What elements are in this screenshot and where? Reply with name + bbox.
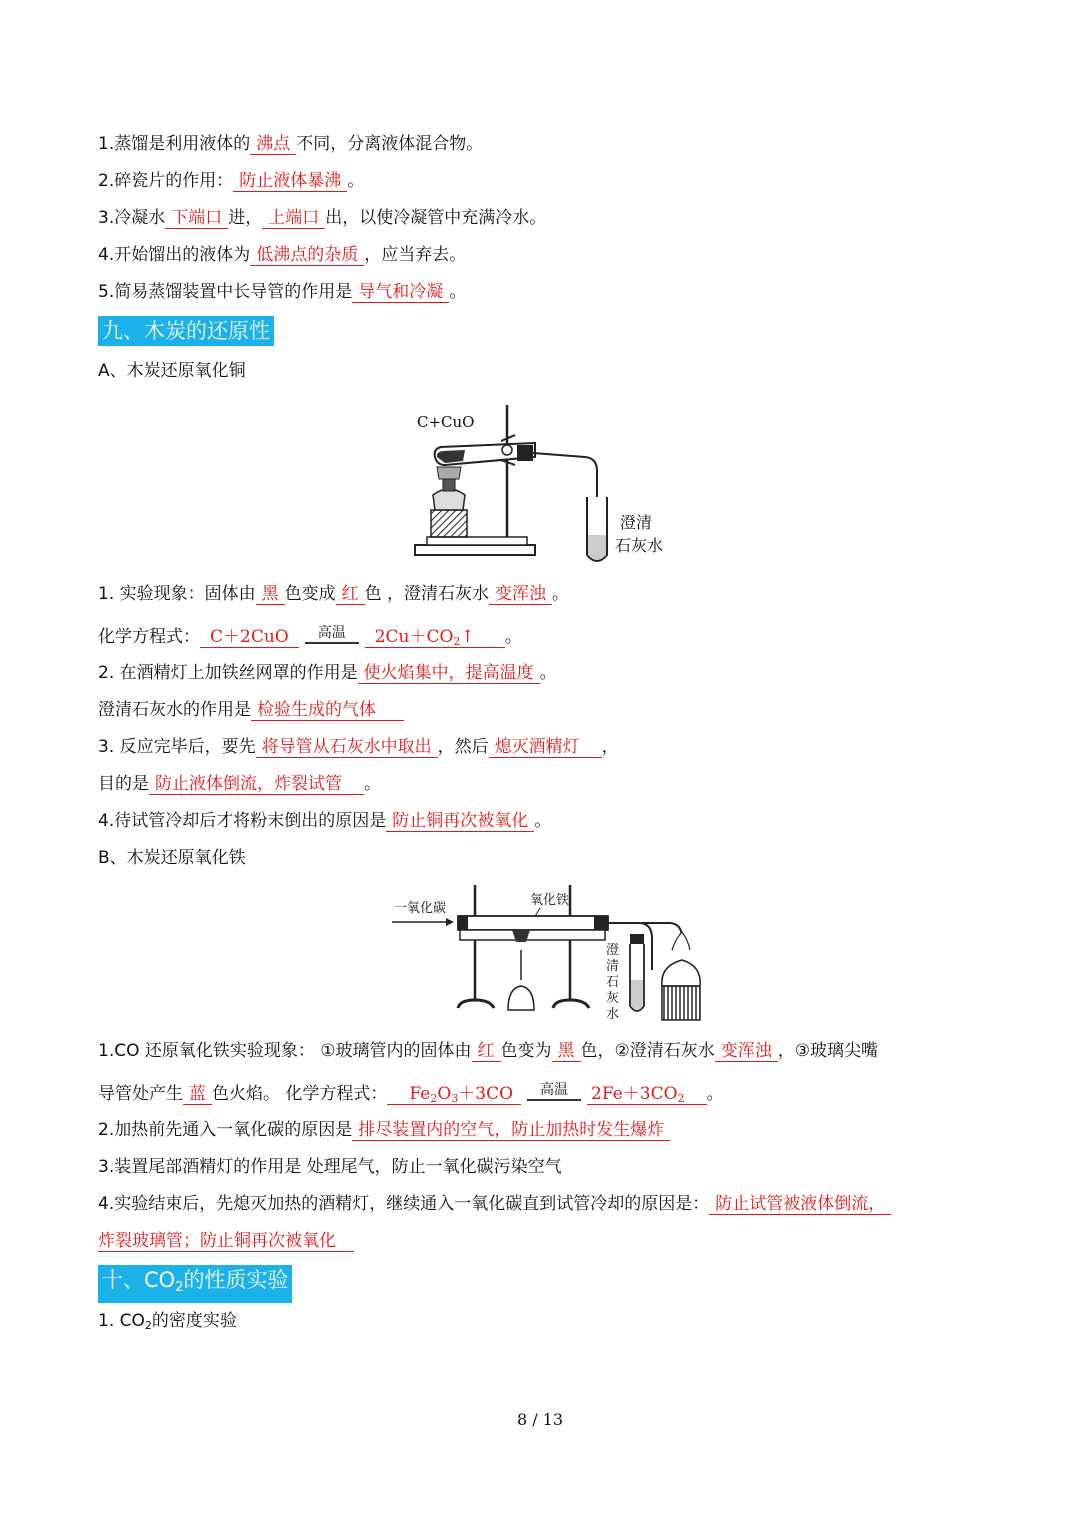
question-text: 色，②澄清石灰水 <box>580 1041 715 1061</box>
a-answer-2 <box>98 662 557 684</box>
section-heading-9 <box>98 316 274 348</box>
question-text: 3.冷凝水 <box>98 208 166 228</box>
question-3 <box>98 207 546 229</box>
equation-1 <box>98 626 522 653</box>
answer: 导气和冷凝 <box>352 282 449 303</box>
question-text: 2.碎瓷片的作用： <box>98 171 234 191</box>
b-answer-4 <box>98 1193 891 1215</box>
b-answer-3: 3.装置尾部酒精灯的作用是 处理尾气，防止一氧化碳污染空气 <box>98 1157 562 1177</box>
a-answer-1 <box>98 583 569 605</box>
figure-label-co: 一氧化碳 <box>394 901 447 916</box>
question-text: 3. 反应完毕后，要先 <box>98 737 256 757</box>
tail-lamp <box>662 960 700 986</box>
question-text: 。 <box>364 774 381 794</box>
tube-stopper <box>630 934 644 944</box>
answer: 使火焰集中，提高温度 <box>358 663 540 684</box>
question-text: 澄清石灰水的作用是 <box>98 700 251 720</box>
question-text: 目的是 <box>98 774 149 794</box>
question-text: 1.CO 还原氧化铁实验现象： ①玻璃管内的固体由 <box>98 1041 472 1061</box>
b-answer-2 <box>98 1119 670 1141</box>
equation-left <box>200 627 299 648</box>
question-text: 出，以使冷凝管中充满冷水。 <box>325 208 547 228</box>
question-text: 。 <box>534 811 552 831</box>
clamp <box>502 445 512 455</box>
limewater <box>631 980 643 1010</box>
answer: 低沸点的杂质 <box>250 245 364 266</box>
figure-label-reagent: C+CuO <box>417 413 475 431</box>
section-title: 九、木炭的还原性 <box>98 316 274 346</box>
question-text: 5.简易蒸馏装置中长导管的作用是 <box>98 282 353 302</box>
subscript: 2 <box>430 1092 438 1105</box>
answer: 防止试管被液体倒流， <box>709 1194 891 1215</box>
answer: 排尽装置内的空气，防止加热时发生爆炸 <box>352 1120 670 1141</box>
question-text: 2.加热前先通入一氧化碳的原因是 <box>98 1120 353 1140</box>
figure-co-iron-oxide <box>390 880 720 1025</box>
question-4 <box>98 244 466 266</box>
stand-base-right <box>553 1000 589 1008</box>
section-title <box>98 1265 292 1303</box>
question-text: ，然后 <box>437 737 489 757</box>
subscript: 3 <box>451 1092 459 1105</box>
equation-right <box>587 1084 707 1105</box>
question-text: 。 <box>504 627 522 647</box>
question-text: 4.实验结束后，先熄灭加热的酒精灯，继续通入一氧化碳直到试管冷却的原因是： <box>98 1194 710 1214</box>
a-answer-2b <box>98 699 404 721</box>
label-char: 澄 <box>606 943 620 958</box>
answer: 防止液体暴沸 <box>233 171 347 192</box>
reaction-condition: 高温 <box>540 1082 569 1098</box>
subscript: 2 <box>453 635 461 648</box>
equation-reactant: Fe <box>409 1084 431 1104</box>
b-answer-4b <box>98 1230 354 1252</box>
question-text: 化学方程式： <box>98 627 200 647</box>
answer: 黑 <box>552 1041 581 1062</box>
answer: 炸裂玻璃管；防止铜再次被氧化 <box>98 1231 354 1252</box>
stand-base <box>415 545 535 555</box>
figure-label-water <box>606 943 619 1022</box>
answer: 变浑浊 <box>489 584 552 605</box>
question-text: 2. 在酒精灯上加铁丝网罩的作用是 <box>98 663 358 683</box>
question-text: ，③玻璃尖嘴 <box>777 1041 879 1061</box>
question-1 <box>98 133 483 155</box>
tube-support <box>460 930 605 940</box>
figure-label-water-2: 石灰水 <box>615 536 664 555</box>
arrow-bar <box>527 1099 581 1101</box>
figure-carbon-copper-oxide <box>405 405 680 570</box>
section-heading-10 <box>98 1265 292 1303</box>
equation-products: 2Cu＋CO <box>374 627 454 647</box>
question-text: 色变为 <box>500 1041 552 1061</box>
glass-tube <box>458 916 608 930</box>
question-text: 色 ，澄清石灰水 <box>364 584 490 604</box>
alcohol-lamp <box>433 489 465 510</box>
question-text: 4.开始馏出的液体为 <box>98 245 251 265</box>
page-number: 8 / 13 <box>516 1410 564 1429</box>
section-title-text: 十、CO <box>102 1268 176 1292</box>
a-answer-4 <box>98 810 551 832</box>
lamp-block <box>662 986 700 1020</box>
wood-block <box>431 510 467 537</box>
question-text: ， <box>601 737 619 757</box>
question-text: 4.待试管冷却后才将粉末倒出的原因是 <box>98 811 387 831</box>
answer: 下端口 <box>165 208 228 229</box>
part-a-title: A、木炭还原氧化铜 <box>98 361 246 381</box>
question-text: 色变成 <box>284 584 336 604</box>
reaction-arrow <box>303 625 361 653</box>
question-text: 1. 实验现象：固体由 <box>98 584 256 604</box>
stopper-left <box>458 916 468 930</box>
limewater <box>588 535 606 560</box>
question-text: ，应当弃去。 <box>364 245 467 265</box>
question-2 <box>98 170 364 192</box>
arrowhead <box>446 918 454 926</box>
answer: 熄灭酒精灯 <box>489 737 602 758</box>
question-text: 。 <box>539 663 557 683</box>
question-text: 进， <box>228 208 263 228</box>
question-text: 色火焰。 化学方程式： <box>212 1084 388 1104</box>
wire-gauze <box>437 467 461 479</box>
question-text: 。 <box>347 171 365 191</box>
answer: 变浑浊 <box>715 1041 778 1062</box>
subscript: 2 <box>677 1092 685 1105</box>
answer: 上端口 <box>262 208 325 229</box>
equation-reactant: ＋3CO <box>458 1084 514 1104</box>
label-char: 清 <box>606 959 620 974</box>
figure-label-fe: 氧化铁 <box>530 893 570 908</box>
answer: 将导管从石灰水中取出 <box>256 737 438 758</box>
question-text: 。 <box>552 584 570 604</box>
question-text: 导管处产生 <box>98 1084 183 1104</box>
burner <box>508 986 534 1010</box>
answer: 防止铜再次被氧化 <box>386 811 534 832</box>
equation-left <box>387 1084 521 1105</box>
a-answer-3b <box>98 773 381 795</box>
reaction-condition: 高温 <box>317 625 346 641</box>
equation-reactants: C＋2CuO <box>210 627 289 647</box>
answer: 检验生成的气体 <box>251 700 404 721</box>
reaction-arrow <box>525 1082 583 1110</box>
section-title-text: 的性质实验 <box>183 1268 289 1292</box>
item-text: 1. CO <box>98 1311 145 1331</box>
question-text: 。 <box>706 1084 724 1104</box>
a-answer-3 <box>98 736 619 758</box>
question-text: 。 <box>449 282 467 302</box>
item-text: 的密度实验 <box>151 1311 237 1331</box>
section-10-item-1 <box>98 1310 237 1337</box>
label-char: 水 <box>606 1007 620 1022</box>
subscript: 2 <box>175 1280 184 1295</box>
answer: 红 <box>336 584 365 605</box>
stand-base-left <box>458 1000 494 1008</box>
part-b-title: B、木炭还原氧化铁 <box>98 848 246 868</box>
stopper-right <box>594 916 608 930</box>
answer: 黑 <box>256 584 285 605</box>
b-answer-1 <box>98 1040 878 1062</box>
stopper <box>517 445 533 461</box>
arrow-bar <box>305 642 359 644</box>
question-5 <box>98 281 466 303</box>
question-text: 不同，分离液体混合物。 <box>296 134 484 154</box>
figure-label-water-1: 澄清 <box>620 513 653 532</box>
flame <box>672 932 690 950</box>
equation-products: 2Fe＋3CO <box>591 1084 678 1104</box>
equation-right <box>365 627 505 648</box>
label-char: 灰 <box>606 991 620 1006</box>
answer: 沸点 <box>250 134 296 155</box>
gas-arrow: ↑ <box>460 627 475 647</box>
answer: 蓝 <box>183 1084 212 1105</box>
question-text: 1.蒸馏是利用液体的 <box>98 134 251 154</box>
answer: 红 <box>472 1041 501 1062</box>
answer: 防止液体倒流，炸裂试管 <box>149 774 364 795</box>
stand-base-top <box>427 537 527 545</box>
subscript: 2 <box>144 1319 152 1332</box>
label-char: 石 <box>606 975 620 990</box>
b-answer-1b <box>98 1083 724 1110</box>
equation-reactant: O <box>437 1084 452 1104</box>
